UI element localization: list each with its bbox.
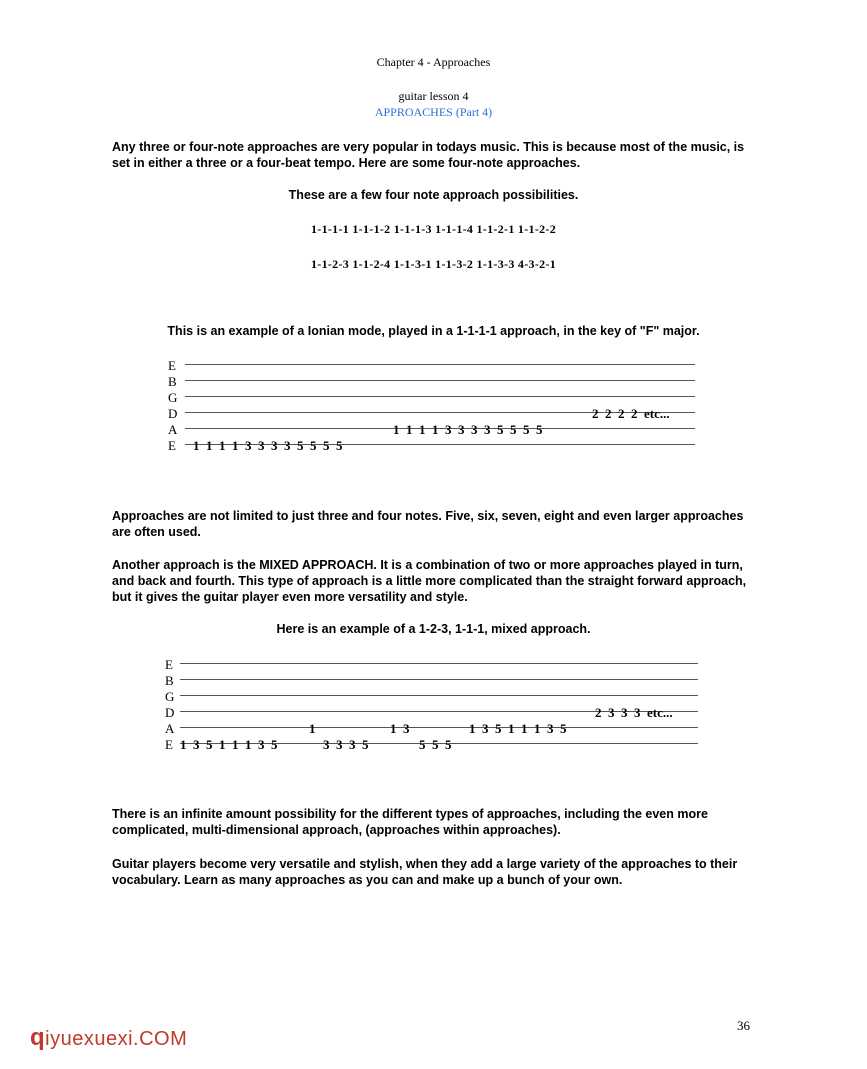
string-line: [180, 727, 698, 728]
mixed-approach-paragraph: Another approach is the MIXED APPROACH. It is a combination of two or more approaches played in turn, and back and fourth. This type of approach is a little more complicated than the straight forward approach, but it gives the guitar player even more versatility and style.: [112, 558, 747, 604]
string-label: D: [165, 705, 175, 720]
tab-notes-e: 1 1 1 1 3 3 3 3 5 5 5 5: [193, 438, 343, 453]
infinite-paragraph: There is an infinite amount possibility for the different types of approaches, including the even more complicated, multi-dimensional approach, (approaches within approaches).: [112, 807, 708, 837]
string-label: E: [165, 657, 173, 672]
closing-paragraph: Guitar players become very versatile and stylish, when they add a large variety of the approaches to their vocabulary. Learn as many approaches as you can and make up a bunch of your own.: [112, 857, 738, 887]
tab-notes-e: 1 3 5 1 1 1 3 5: [180, 737, 278, 752]
chapter-title: Chapter 4 - Approaches: [376, 55, 491, 69]
string-line: [180, 679, 698, 680]
intro-paragraph: Any three or four-note approaches are very popular in todays music. This is because most of the music, is set in either a three or a four-beat tempo. Here are some four-note approaches.: [112, 140, 745, 170]
watermark-letter: q: [30, 1024, 46, 1051]
tab-notes-a: 1 1 1 1 3 3 3 3 5 5 5 5: [393, 422, 543, 437]
string-label: G: [165, 689, 175, 704]
string-label: E: [168, 358, 176, 373]
string-line: [180, 663, 698, 664]
lesson-title: guitar lesson 4: [398, 89, 469, 103]
tab-staff-2: [162, 657, 707, 757]
string-line: [180, 695, 698, 696]
tab-notes-a: 1 3 5 1 1 1 3 5: [469, 721, 567, 736]
possibilities-row-1: 1-1-1-1 1-1-1-2 1-1-1-3 1-1-1-4 1-1-2-1 1-1-2-2: [310, 222, 557, 236]
tab-notes-d: 2 2 2 2 etc...: [592, 406, 670, 421]
string-line: [185, 364, 695, 365]
possibilities-row-2: 1-1-2-3 1-1-2-4 1-1-3-1 1-1-3-2 1-1-3-3 4-3-2-1: [310, 257, 557, 271]
page-number: 36: [737, 1018, 750, 1033]
string-label: E: [165, 737, 173, 752]
tab-notes-a: 1: [309, 721, 316, 736]
tab-notes-e: 5 5 5: [419, 737, 452, 752]
example2-caption: Here is an example of a 1-2-3, 1-1-1, mixed approach.: [276, 622, 591, 636]
watermark-text: iyuexuexi.COM: [45, 1028, 188, 1050]
string-label: B: [168, 374, 177, 389]
tab-notes-e: 3 3 3 5: [323, 737, 369, 752]
section-link[interactable]: APPROACHES (Part 4): [374, 105, 493, 119]
example1-caption: This is an example of a Ionian mode, played in a 1-1-1-1 approach, in the key of "F" major.: [167, 324, 700, 338]
string-label: E: [168, 438, 176, 453]
tab-notes-d: 2 3 3 3 etc...: [595, 705, 673, 720]
string-label: G: [168, 390, 178, 405]
possibilities-heading: These are a few four note approach possibilities.: [288, 188, 579, 202]
string-label: A: [168, 422, 178, 437]
tab-staff-1: [165, 358, 705, 458]
tab-notes-a: 1 3: [390, 721, 410, 736]
string-line: [185, 396, 695, 397]
not-limited-paragraph: Approaches are not limited to just three and four notes. Five, six, seven, eight and even larger approaches are often used.: [112, 509, 744, 539]
string-label: A: [165, 721, 175, 736]
string-label: D: [168, 406, 178, 421]
watermark-logo: [30, 1024, 187, 1052]
string-line: [185, 380, 695, 381]
string-label: B: [165, 673, 174, 688]
